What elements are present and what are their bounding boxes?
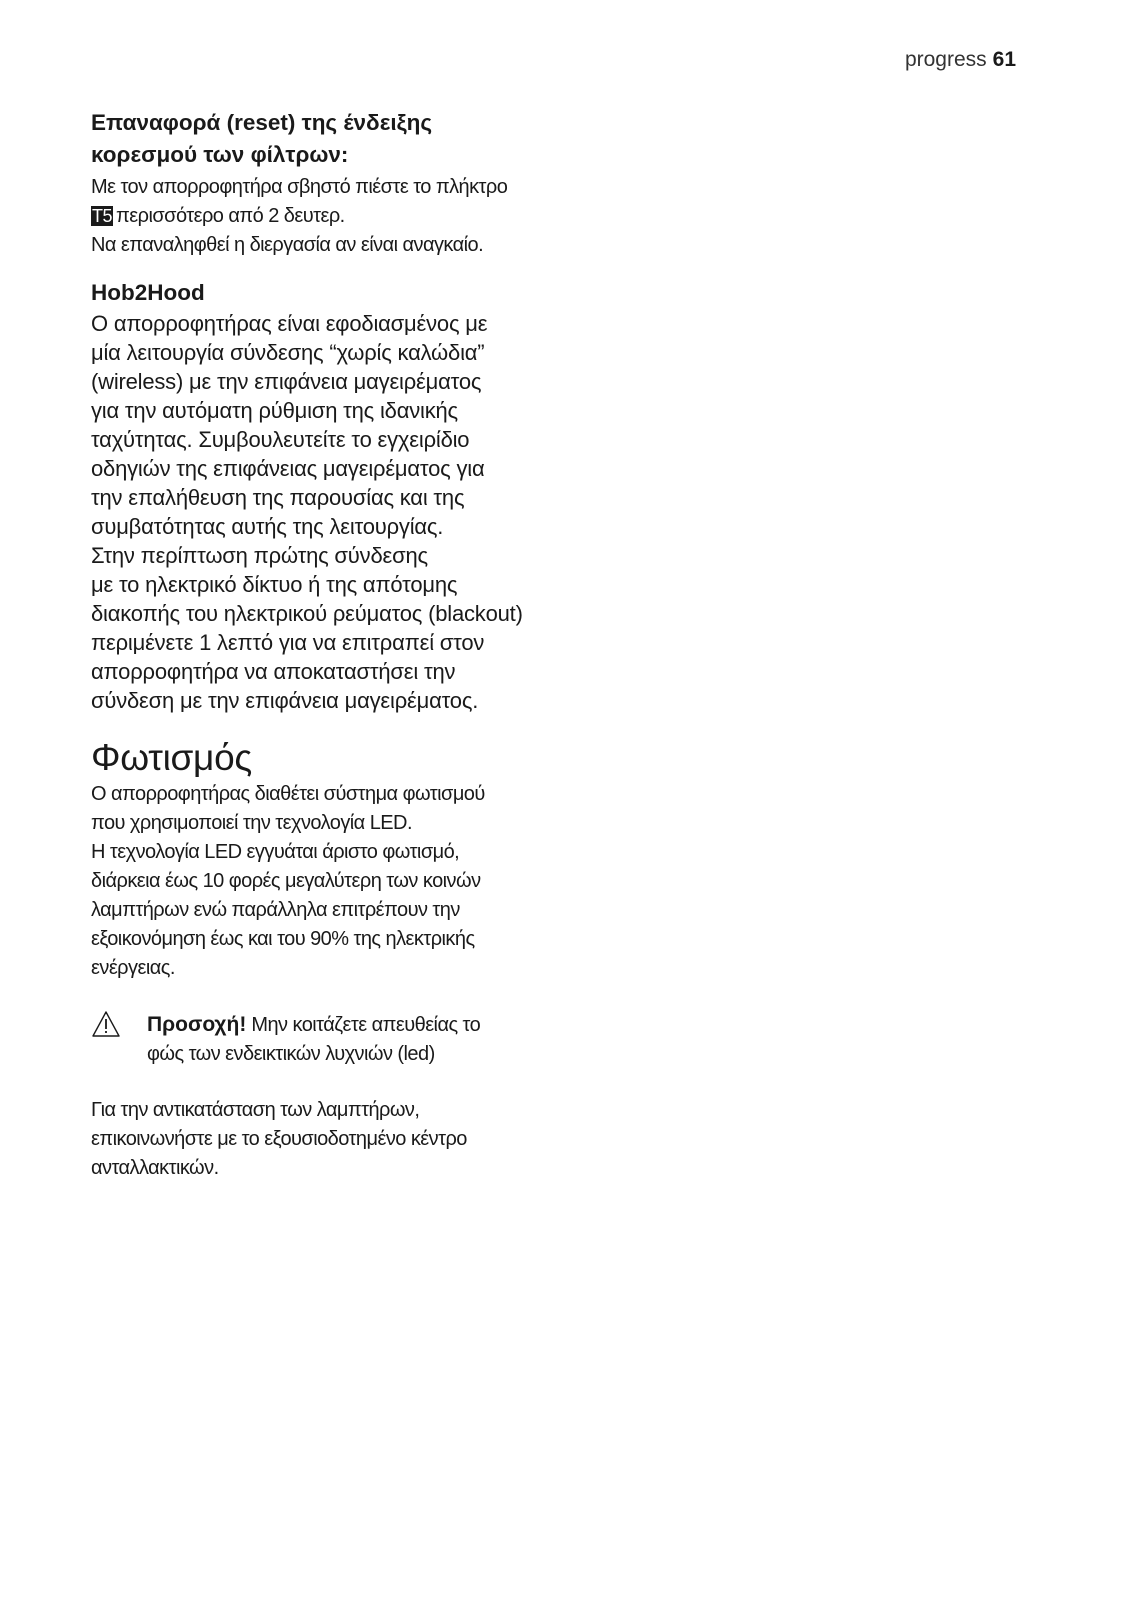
hob2hood-title: Hob2Hood (91, 280, 205, 305)
brand-name: progress (904, 48, 987, 71)
text-line: συμβατότητας αυτής της λειτουργίας. (91, 514, 444, 539)
page-number: 61 (992, 48, 1016, 71)
text-line: για την αυτόματη ρύθμιση της ιδανικής (91, 398, 458, 423)
reset-instruction-line-1: Με τον απορροφητήρα σβηστό πιέστε το πλήκτρο (91, 176, 508, 198)
reset-title-line-2: κορεσμού των φίλτρων: (91, 142, 349, 167)
text-line: ανταλλακτικών. (91, 1157, 219, 1179)
text-line: Η τεχνολογία LED εγγυάται άριστο φωτισμό, (91, 841, 460, 863)
reset-instruction-line-2-text: περισσότερο από 2 δευτερ. (116, 205, 345, 227)
text-line: Ο απορροφητήρας διαθέτει σύστημα φωτισμού (91, 783, 485, 805)
reset-title-line-1: Επαναφορά (reset) της ένδειξης (91, 110, 433, 135)
lighting-body (91, 780, 581, 983)
text-line: Στην περίπτωση πρώτης σύνδεσης (91, 543, 428, 568)
text-line: διακοπής του ηλεκτρικού ρεύματος (blackout) (91, 601, 523, 626)
reset-instruction-line-3: Να επαναληφθεί η διεργασία αν είναι αναγκαίο. (91, 234, 484, 256)
reset-section (91, 107, 581, 260)
text-line: λαμπτήρων ενώ παράλληλα επιτρέπουν την (91, 899, 460, 921)
page-header (905, 48, 1016, 72)
text-line: μία λειτουργία σύνδεσης “χωρίς καλώδια” (91, 340, 485, 365)
text-line: με το ηλεκτρικό δίκτυο ή της απότομης (91, 572, 458, 597)
text-line: που χρησιμοποιεί την τεχνολογία LED. (91, 812, 412, 834)
text-line: διάρκεια έως 10 φορές μεγαλύτερη των κοινών (91, 870, 481, 892)
text-line: εξοικονόμηση έως και του 90% της ηλεκτρικής (91, 928, 475, 950)
t5-key-badge: T5 (92, 206, 113, 226)
text-line: την επαλήθευση της παρουσίας και της (91, 485, 465, 510)
text-line: Ο απορροφητήρας είναι εφοδιασμένος με (91, 311, 488, 336)
warning-line-1-text: Μην κοιτάζετε απευθείας το (246, 1014, 481, 1036)
text-line: Για την αντικατάσταση των λαμπτήρων, (91, 1099, 420, 1121)
warning-line-2: φώς των ενδεικτικών λυχνιών (led) (147, 1043, 435, 1065)
lighting-section (91, 736, 581, 983)
reset-instruction-line-2 (91, 202, 581, 231)
text-line: οδηγιών της επιφάνειας μαγειρέματος για (91, 456, 485, 481)
text-line: απορροφητήρα να αποκαταστήσει την (91, 659, 456, 684)
lighting-title: Φωτισμός (91, 737, 252, 778)
text-line: περιμένετε 1 λεπτό για να επιτραπεί στον (91, 630, 485, 655)
warning-note (91, 1010, 611, 1069)
warning-triangle-icon (91, 1010, 121, 1038)
text-line: επικοινωνήστε με το εξουσιοδοτημένο κέντρο (91, 1128, 467, 1150)
hob2hood-section (91, 277, 611, 715)
warning-line-1 (147, 1010, 611, 1040)
text-line: (wireless) με την επιφάνεια μαγειρέματος (91, 369, 482, 394)
replacement-body (91, 1096, 581, 1183)
text-line: ενέργειας. (91, 957, 175, 979)
warning-text (147, 1010, 611, 1069)
warning-label: Προσοχή! (147, 1013, 247, 1036)
text-line: σύνδεση με την επιφάνεια μαγειρέματος. (91, 688, 479, 713)
text-line: ταχύτητας. Συμβουλευτείτε το εγχειρίδιο (91, 427, 470, 452)
replacement-section (91, 1096, 581, 1183)
hob2hood-body (91, 309, 611, 715)
